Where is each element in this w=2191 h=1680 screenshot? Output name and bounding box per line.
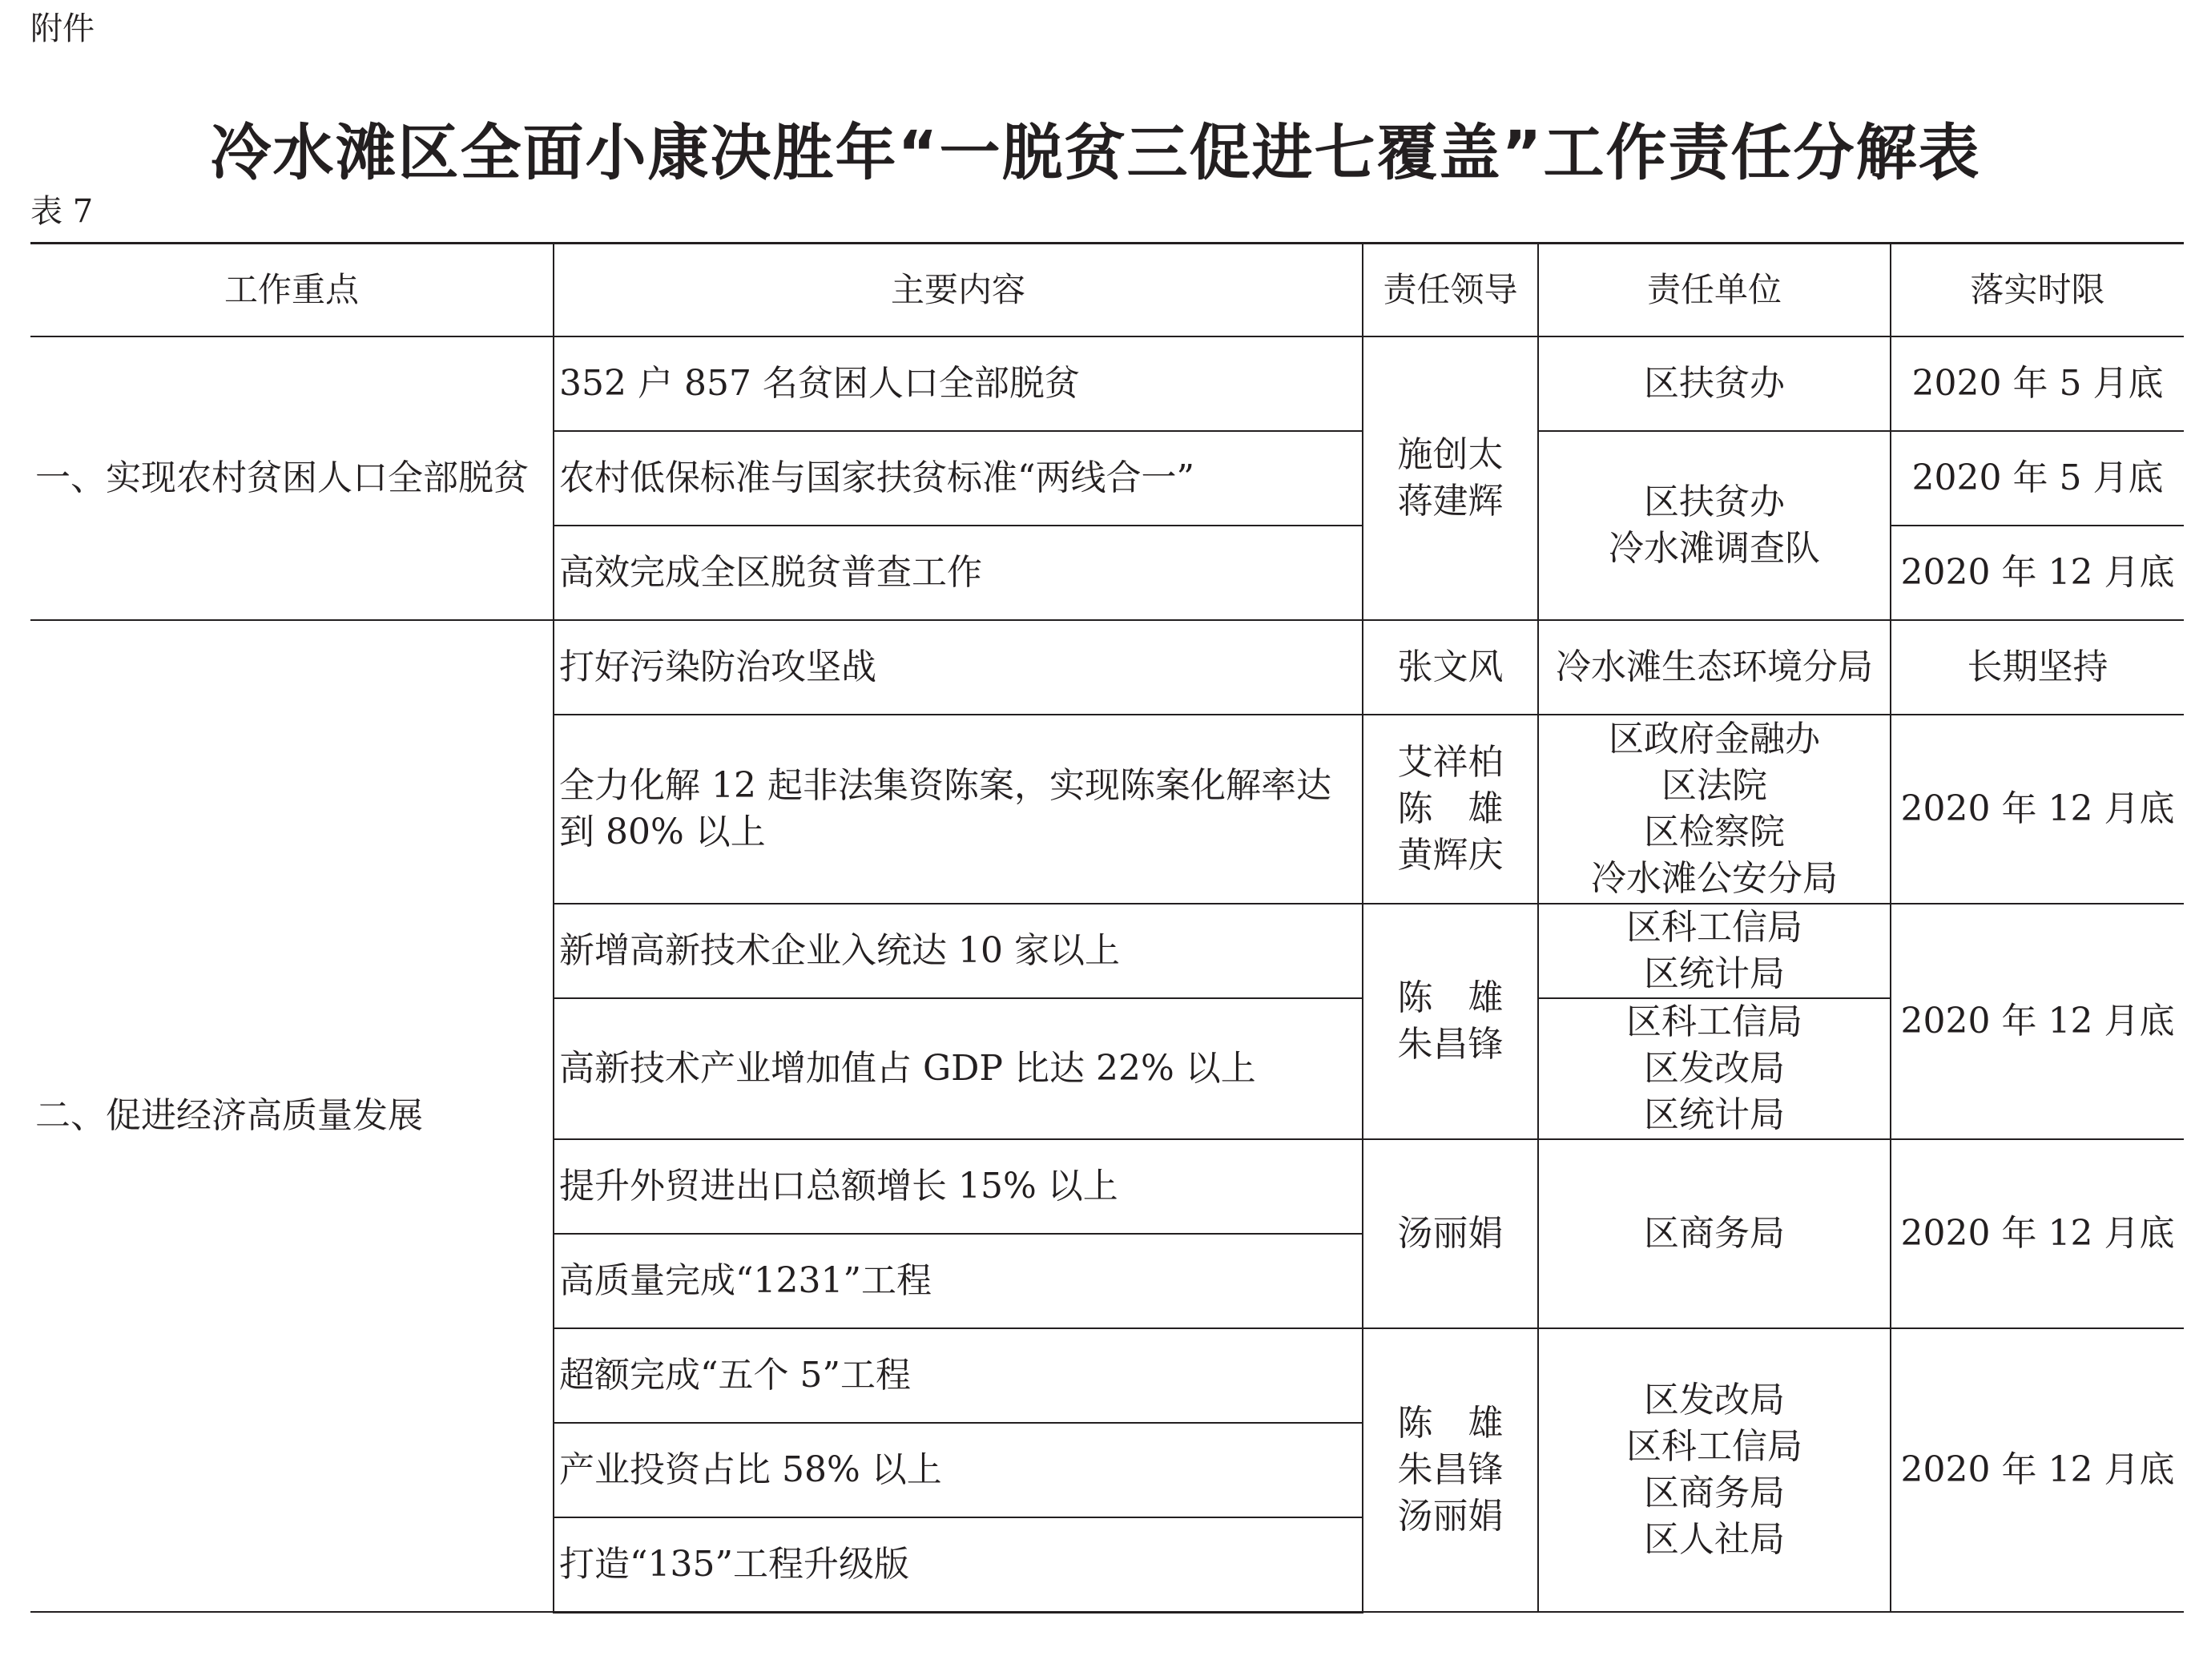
deadline-cell: 2020 年 12 月底 [1891, 1328, 2184, 1612]
table-number: 表 7 [30, 193, 94, 230]
content-cell: 打好污染防治攻坚战 [554, 620, 1363, 715]
content-cell: 提升外贸进出口总额增长 15% 以上 [554, 1139, 1363, 1234]
content-cell: 352 户 857 名贫困人口全部脱贫 [554, 336, 1363, 431]
col-header-leader: 责任领导 [1363, 244, 1538, 337]
attachment-label: 附件 [30, 10, 95, 47]
unit-cell [1538, 715, 1891, 904]
content-cell: 新增高新技术企业入统达 10 家以上 [554, 904, 1363, 998]
unit-name: 区扶贫办 [1644, 363, 1785, 404]
unit-name: 区扶贫办 [1644, 481, 1785, 522]
leader-name: 陈 雄 [1397, 788, 1504, 829]
table-header-row [30, 244, 2184, 337]
leader-cell [1363, 620, 1538, 715]
unit-name: 区统计局 [1644, 1094, 1785, 1135]
col-header-deadline: 落实时限 [1891, 244, 2184, 337]
unit-cell [1538, 431, 1891, 620]
content-cell: 高质量完成“1231”工程 [554, 1234, 1363, 1328]
unit-cell [1538, 1328, 1891, 1612]
col-header-focus: 工作重点 [30, 244, 554, 337]
leader-cell [1363, 904, 1538, 1139]
unit-name: 区发改局 [1644, 1380, 1785, 1420]
col-header-content: 主要内容 [554, 244, 1363, 337]
leader-name: 朱昌锋 [1397, 1024, 1504, 1065]
leader-cell [1363, 715, 1538, 904]
leader-name: 黄辉庆 [1397, 835, 1504, 876]
unit-name: 区商务局 [1644, 1213, 1785, 1254]
leader-name: 汤丽娟 [1397, 1496, 1504, 1537]
deadline-cell: 2020 年 5 月底 [1891, 431, 2184, 526]
unit-name: 区统计局 [1644, 953, 1785, 994]
leader-cell [1363, 1328, 1538, 1612]
leader-name: 张文风 [1397, 647, 1504, 687]
unit-name: 区科工信局 [1626, 1426, 1802, 1467]
content-cell: 超额完成“五个 5”工程 [554, 1328, 1363, 1423]
unit-name: 区科工信局 [1626, 907, 1802, 948]
content-cell: 全力化解 12 起非法集资陈案，实现陈案化解率达到 80% 以上 [554, 715, 1363, 904]
content-cell: 农村低保标准与国家扶贫标准“两线合一” [554, 431, 1363, 526]
unit-cell [1538, 620, 1891, 715]
unit-name: 冷水滩公安分局 [1591, 858, 1838, 899]
document-title: 冷水滩区全面小康决胜年“一脱贫三促进七覆盖”工作责任分解表 [210, 117, 1981, 188]
unit-name: 区发改局 [1644, 1048, 1785, 1089]
leader-name: 汤丽娟 [1397, 1213, 1504, 1254]
leader-cell [1363, 1139, 1538, 1328]
focus-cell: 一、实现农村贫困人口全部脱贫 [30, 336, 554, 620]
leader-name: 艾祥柏 [1397, 742, 1504, 783]
leader-name: 施创太 [1397, 434, 1504, 475]
deadline-cell: 2020 年 12 月底 [1891, 1139, 2184, 1328]
unit-name: 区科工信局 [1626, 1001, 1802, 1042]
unit-cell [1538, 336, 1891, 431]
unit-name: 区检察院 [1644, 812, 1785, 852]
unit-name: 区政府金融办 [1609, 719, 1820, 759]
unit-cell [1538, 904, 1891, 998]
deadline-cell: 2020 年 12 月底 [1891, 526, 2184, 620]
deadline-cell: 2020 年 12 月底 [1891, 715, 2184, 904]
unit-name: 区商务局 [1644, 1473, 1785, 1513]
table-row [30, 620, 2184, 715]
unit-cell [1538, 1139, 1891, 1328]
deadline-cell: 长期坚持 [1891, 620, 2184, 715]
leader-name: 朱昌锋 [1397, 1449, 1504, 1490]
unit-name: 区人社局 [1644, 1519, 1785, 1560]
deadline-cell: 2020 年 5 月底 [1891, 336, 2184, 431]
unit-cell [1538, 998, 1891, 1139]
leader-name: 蒋建辉 [1397, 481, 1504, 522]
unit-name: 区法院 [1661, 765, 1767, 806]
leader-cell [1363, 336, 1538, 620]
table-row [30, 336, 2184, 431]
leader-name: 陈 雄 [1397, 977, 1504, 1018]
focus-cell: 二、促进经济高质量发展 [30, 620, 554, 1612]
leader-name: 陈 雄 [1397, 1403, 1504, 1444]
responsibility-table [30, 242, 2184, 1614]
unit-name: 冷水滩生态环境分局 [1556, 647, 1873, 687]
content-cell: 高新技术产业增加值占 GDP 比达 22% 以上 [554, 998, 1363, 1139]
content-cell: 产业投资占比 58% 以上 [554, 1423, 1363, 1517]
content-cell: 高效完成全区脱贫普查工作 [554, 526, 1363, 620]
content-cell: 打造“135”工程升级版 [554, 1517, 1363, 1612]
unit-name: 冷水滩调查队 [1609, 528, 1820, 569]
col-header-unit: 责任单位 [1538, 244, 1891, 337]
deadline-cell: 2020 年 12 月底 [1891, 904, 2184, 1139]
